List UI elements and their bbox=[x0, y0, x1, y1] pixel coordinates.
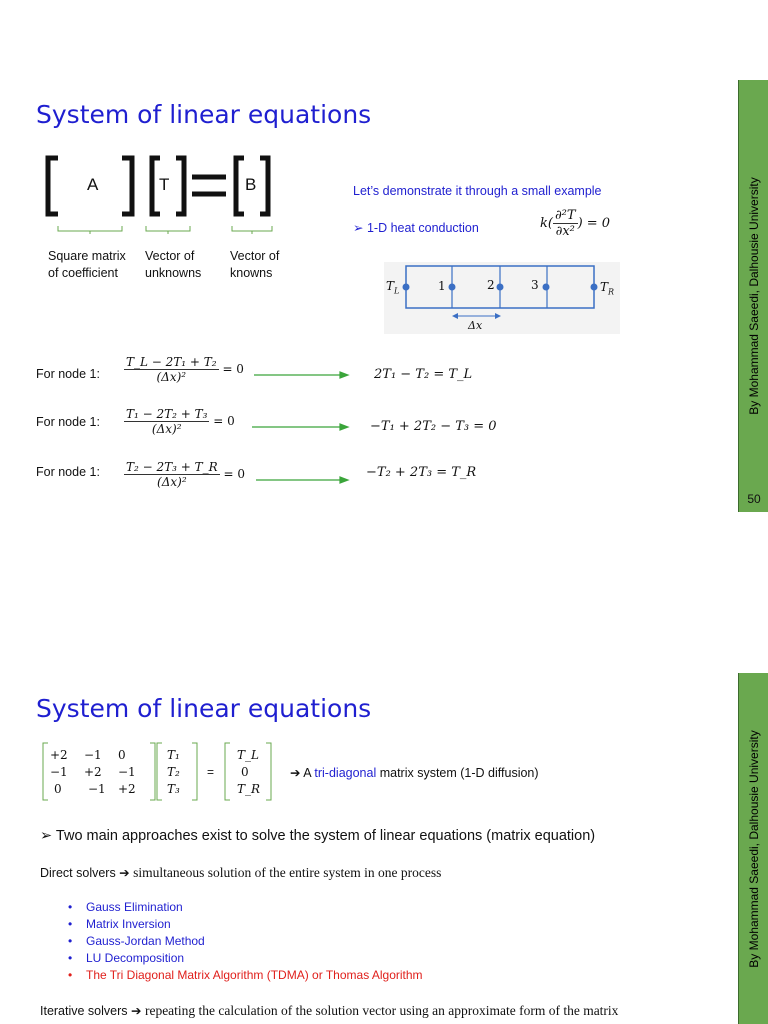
slide1-page-number: 50 bbox=[747, 492, 761, 506]
node-3-label: 3 bbox=[531, 278, 539, 292]
approaches-heading: ➢ Two main approaches exist to solve the system of linear equations (matrix equation) bbox=[40, 828, 596, 844]
node-1-label: 1 bbox=[438, 279, 446, 293]
slide2-author-credit: By Mohammad Saeedi, Dalhousie University bbox=[747, 729, 761, 968]
node-eq-3-fraction: $\frac{\text{T₂ − 2T₃ + T\_R}}{\text{(Δx)²}}$ = 0 bbox=[126, 460, 246, 489]
coefficient-matrix bbox=[50, 747, 150, 798]
caption-knowns: Vector of knowns bbox=[230, 249, 280, 280]
node-eq-1-label: For node 1: bbox=[36, 367, 100, 381]
tridiagonal-matrix-equation bbox=[42, 742, 274, 802]
matrix-equation-diagram bbox=[40, 150, 280, 240]
vector-t-label: T bbox=[159, 175, 170, 194]
rod-diagram-svg bbox=[384, 262, 620, 334]
slide1-title: System of linear equations bbox=[36, 100, 372, 129]
slide1-author-credit: By Mohammad Saeedi, Dalhousie University bbox=[747, 177, 761, 415]
slide2-title: System of linear equations bbox=[36, 694, 372, 723]
heat-equation: k( $\frac{\text{∂²T}}{\text{∂x²}}$ ) = 0 bbox=[540, 208, 611, 239]
list-item: • Gauss-Jordan Method bbox=[64, 933, 423, 950]
dx-label: Δx bbox=[468, 319, 483, 332]
caption-unknowns: Vector of unknowns bbox=[145, 249, 202, 280]
list-item: • Gauss Elimination bbox=[64, 899, 423, 916]
node-tr-label: $T_R$ bbox=[600, 280, 615, 297]
rod-diagram bbox=[384, 262, 620, 334]
matrix-a-label: A bbox=[87, 175, 99, 194]
direct-solvers-line: Direct solvers ➔ simultaneous solution of the entire system in one process bbox=[40, 865, 442, 880]
example-intro: Let’s demonstrate it through a small example bbox=[353, 184, 602, 198]
list-item: • Matrix Inversion bbox=[64, 916, 423, 933]
node-eq-3-result: −T₂ + 2T₃ = T_R bbox=[366, 465, 477, 480]
list-item: • The Tri Diagonal Matrix Algorithm (TDMA) or Thomas Algorithm bbox=[64, 967, 423, 984]
equals-sign: = bbox=[207, 765, 215, 779]
node-2-label: 2 bbox=[487, 278, 495, 292]
matrix-row: +2 −1 0 bbox=[50, 748, 126, 762]
unknown-vector: T₁ T₂ T₃ bbox=[167, 748, 180, 796]
slide2-sidebar bbox=[738, 673, 768, 1024]
node-eq-2-result: −T₁ + 2T₂ − T₃ = 0 bbox=[370, 419, 497, 434]
node-eq-1-result: 2T₁ − T₂ = T_L bbox=[374, 367, 473, 382]
vector-b-label: B bbox=[245, 175, 257, 194]
caption-matrix: Square matrix of coefficient bbox=[48, 249, 126, 280]
node-eq-1-fraction: $\frac{\text{T\_L − 2T₁ + T₂}}{\text{(Δx)²}}$ = 0 bbox=[126, 355, 244, 384]
matrix-row: 0 −1 +2 bbox=[54, 782, 136, 796]
slide1-sidebar bbox=[738, 80, 768, 512]
matrix-row: −1 +2 −1 bbox=[50, 765, 136, 779]
node-eq-2-fraction: $\frac{\text{T₁ − 2T₂ + T₃}}{\text{(Δx)²}}$ = 0 bbox=[126, 407, 235, 436]
arrow-bullet-icon: ➢ bbox=[353, 221, 367, 235]
node-arrows bbox=[250, 365, 360, 490]
heat-bullet: ➢ 1-D heat conduction bbox=[353, 221, 479, 235]
known-vector: T_L 0 T_R bbox=[237, 748, 261, 796]
tridiagonal-note: ➔ A tri-diagonal matrix system (1-D diffusion) bbox=[290, 766, 539, 780]
node-tl-label: $T_L$ bbox=[386, 279, 400, 296]
iterative-solvers-line: Iterative solvers ➔ repeating the calculation of the solution vector using an approximate form of the matrix bbox=[40, 1003, 619, 1018]
direct-methods-list bbox=[64, 899, 423, 984]
list-item: • LU Decomposition bbox=[64, 950, 423, 967]
node-eq-2-label: For node 1: bbox=[36, 415, 100, 429]
node-eq-3-label: For node 1: bbox=[36, 465, 100, 479]
